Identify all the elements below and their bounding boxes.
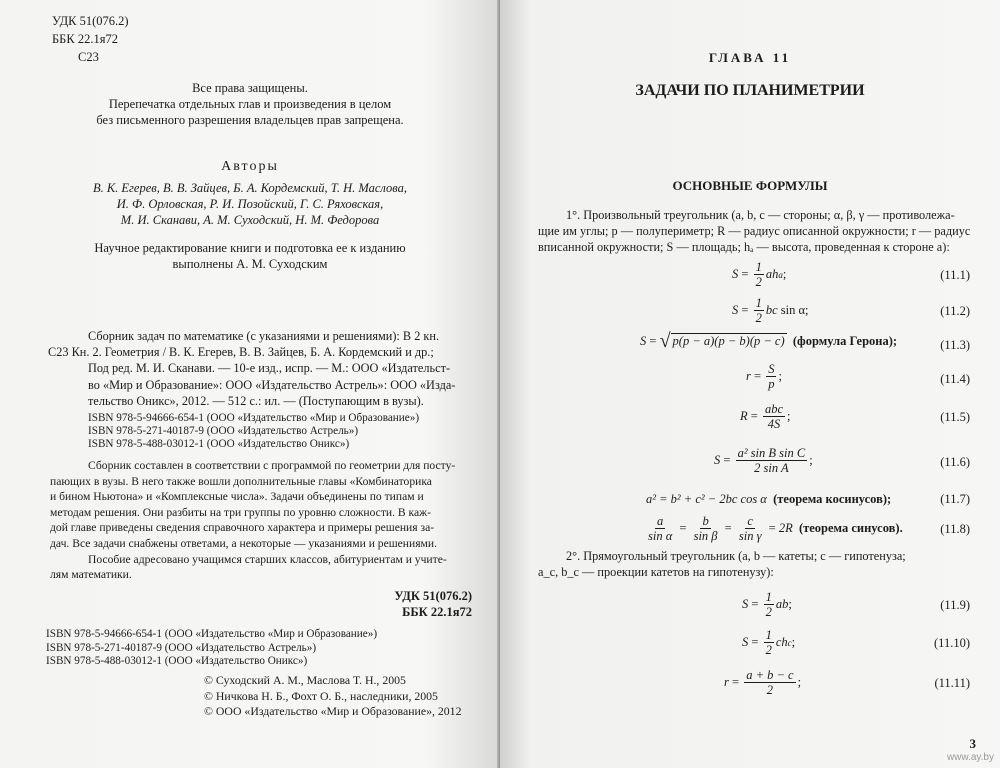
isbn-block-bottom bbox=[46, 628, 377, 669]
udk-top: УДК 51(076.2) bbox=[52, 14, 129, 28]
eq-number: (11.6) bbox=[940, 455, 970, 469]
description-line: Сборник составлен в соответствии с программой по геометрии для посту- bbox=[88, 459, 456, 472]
formula-11-6: S = $\frac{\text{a² sin B sin C}}{\text{2 sin A}}$ ; bbox=[714, 446, 813, 475]
isbn-line: ISBN 978-5-271-40187-9 (ООО «Издательство Астрель») bbox=[88, 425, 359, 437]
eq-number: (11.1) bbox=[940, 268, 970, 282]
editing-note bbox=[60, 240, 440, 272]
heron-note: (формула Герона); bbox=[792, 333, 898, 348]
eq-number: (11.5) bbox=[940, 410, 970, 424]
watermark: www.ay.by bbox=[946, 752, 994, 763]
isbn-line: ISBN 978-5-488-03012-1 (ООО «Издательство Оникс») bbox=[88, 438, 350, 450]
rights-notice bbox=[60, 80, 440, 128]
isbn-line: ISBN 978-5-94666-654-1 (ООО «Издательство «Мир и Образование») bbox=[88, 412, 420, 424]
formula-11-7 bbox=[646, 492, 891, 507]
paragraph-line: a_c, b_c — проекции катетов на гипотенузу): bbox=[538, 565, 774, 580]
description-line: и бином Ньютона» и «Комплексные числа». Задачи объединены по типам и bbox=[50, 490, 424, 504]
section-heading: ОСНОВНЫЕ ФОРМУЛЫ bbox=[672, 178, 828, 193]
authors-line: В. К. Егерев, В. В. Зайцев, Б. А. Кордемский, Т. Н. Маслова, bbox=[92, 181, 407, 195]
biblio-line: Под ред. М. И. Сканави. — 10-е изд., испр. — М.: ООО «Издательст- bbox=[88, 361, 451, 376]
bbk-bottom: ББК 22.1я72 bbox=[402, 605, 472, 619]
right-page bbox=[500, 0, 1000, 768]
formula-11-3: S = √ p(p − a)(p − b)(p − c) (формула Герона); bbox=[640, 330, 898, 352]
copyright-line: © ООО «Издательство «Мир и Образование», 2012 bbox=[204, 704, 462, 718]
book-description bbox=[50, 458, 482, 583]
isbn-block-top bbox=[88, 412, 419, 451]
formula-11-10: S = $\frac{1}{2}$ ch c ; bbox=[742, 628, 796, 657]
biblio-line: во «Мир и Образование»: ООО «Издательство Астрель»: ООО «Изда- bbox=[88, 377, 456, 392]
copyright-block bbox=[204, 673, 461, 720]
editing-line: Научное редактирование книги и подготовка ее к изданию bbox=[94, 241, 406, 255]
eq-number: (11.9) bbox=[940, 598, 970, 612]
eq-number: (11.3) bbox=[940, 338, 970, 352]
authors-line: М. И. Сканави, А. М. Суходский, Н. М. Федорова bbox=[120, 213, 380, 227]
chapter-label: ГЛАВА 11 bbox=[708, 50, 792, 65]
page-number: 3 bbox=[969, 736, 976, 751]
book-code-top: С23 bbox=[78, 50, 99, 64]
isbn-line: ISBN 978-5-271-40187-9 (ООО «Издательство Астрель») bbox=[46, 641, 317, 654]
isbn-line: ISBN 978-5-94666-654-1 (ООО «Издательство «Мир и Образование») bbox=[46, 628, 378, 640]
formula-11-5: R = $\frac{\text{abc}}{4S}$ ; bbox=[740, 402, 791, 431]
eq-number: (11.2) bbox=[940, 304, 970, 318]
eq-number: (11.8) bbox=[940, 522, 970, 536]
description-line: Пособие адресовано учащимся старших классов, абитуриентам и учите- bbox=[88, 552, 447, 566]
cosine-formula: a² = b² + c² − 2bc cos α bbox=[646, 492, 767, 506]
paragraph-line: щие им углы; p — полупериметр; R — радиус описанной окружности; r — радиус bbox=[538, 224, 971, 239]
chapter-title: ЗАДАЧИ ПО ПЛАНИМЕТРИИ bbox=[635, 82, 865, 99]
formula-11-11: r = $\frac{a + b - c}{2}$ ; bbox=[724, 668, 802, 697]
cosine-note: (теорема косинусов); bbox=[773, 492, 892, 506]
eq-number: (11.10) bbox=[934, 636, 970, 650]
formula-11-1: S = $\frac{1}{2}$ ah a ; bbox=[732, 260, 787, 289]
formula-11-8: $\frac{a}{\text{sin α}}$ = $\frac{b}{\text{sin β}}$ = $\frac{c}{\text{sin γ}}$ = 2R (теорема синусов). bbox=[648, 514, 903, 543]
bbk-top: ББК 22.1я72 bbox=[52, 32, 118, 46]
formula-11-9: S = $\frac{1}{2}$ ab ; bbox=[742, 590, 792, 619]
authors-list bbox=[50, 180, 450, 228]
editing-line: выполнены А. М. Суходским bbox=[172, 257, 328, 271]
biblio-line: Сборник задач по математике (с указаниями и решениями): В 2 кн. bbox=[88, 329, 440, 343]
description-line: методам решения. Они разбиты на три группы по уровню сложности. В каж- bbox=[50, 505, 431, 519]
description-line: лям математики. bbox=[50, 568, 132, 582]
sine-note: (теорема синусов). bbox=[798, 521, 903, 535]
bibliographic-record bbox=[48, 328, 478, 409]
paragraph-line: вписанной окружности; S — площадь; hₐ — высота, проведенная к стороне a): bbox=[538, 240, 950, 255]
formula-11-2: S = $\frac{1}{2}$ bc sin α; bbox=[732, 296, 809, 325]
eq-number: (11.11) bbox=[934, 676, 970, 690]
isbn-line: ISBN 978-5-488-03012-1 (ООО «Издательство Оникс») bbox=[46, 655, 308, 667]
paragraph-arbitrary-triangle bbox=[538, 207, 988, 256]
udk-bottom: УДК 51(076.2) bbox=[394, 589, 472, 603]
biblio-line: тельство Оникс», 2012. — 512 с.: ил. — (Поступающим в вузы). bbox=[88, 393, 424, 408]
rights-line: Все права защищены. bbox=[192, 81, 308, 95]
copyright-line: © Ничкова Н. Б., Фохт О. Б., наследники, 2005 bbox=[204, 688, 438, 703]
description-line: пающих в вузы. В него также вошли дополнительные главы «Комбинаторика bbox=[50, 474, 432, 488]
authors-line: И. Ф. Орловская, Р. И. Позойский, Г. С. Ряховская, bbox=[116, 197, 384, 211]
eq-number: (11.4) bbox=[940, 372, 970, 386]
formula-11-4: r = $\frac{S}{p}$ ; bbox=[746, 362, 782, 391]
paragraph-right-triangle bbox=[538, 548, 988, 580]
description-line: дой главе приведены сведения справочного характера и примеры решения за- bbox=[50, 521, 435, 535]
biblio-line: С23 Кн. 2. Геометрия / В. К. Егерев, В. В. Зайцев, Б. А. Кордемский и др.; bbox=[48, 345, 434, 360]
paragraph-line: 1°. Произвольный треугольник (a, b, c — стороны; α, β, γ — противолежа- bbox=[566, 208, 955, 222]
eq-number: (11.7) bbox=[940, 492, 970, 506]
rights-line: без письменного разрешения владельцев прав запрещена. bbox=[96, 113, 404, 127]
rights-line: Перепечатка отдельных глав и произведения в целом bbox=[108, 97, 392, 111]
paragraph-line: 2°. Прямоугольный треугольник (a, b — катеты; c — гипотенуза; bbox=[566, 549, 906, 563]
authors-heading: Авторы bbox=[221, 159, 279, 174]
description-line: дач. Все задачи снабжены ответами, а некоторые — указаниями и решениями. bbox=[50, 536, 437, 550]
copyright-line: © Суходский А. М., Маслова Т. Н., 2005 bbox=[204, 673, 406, 687]
